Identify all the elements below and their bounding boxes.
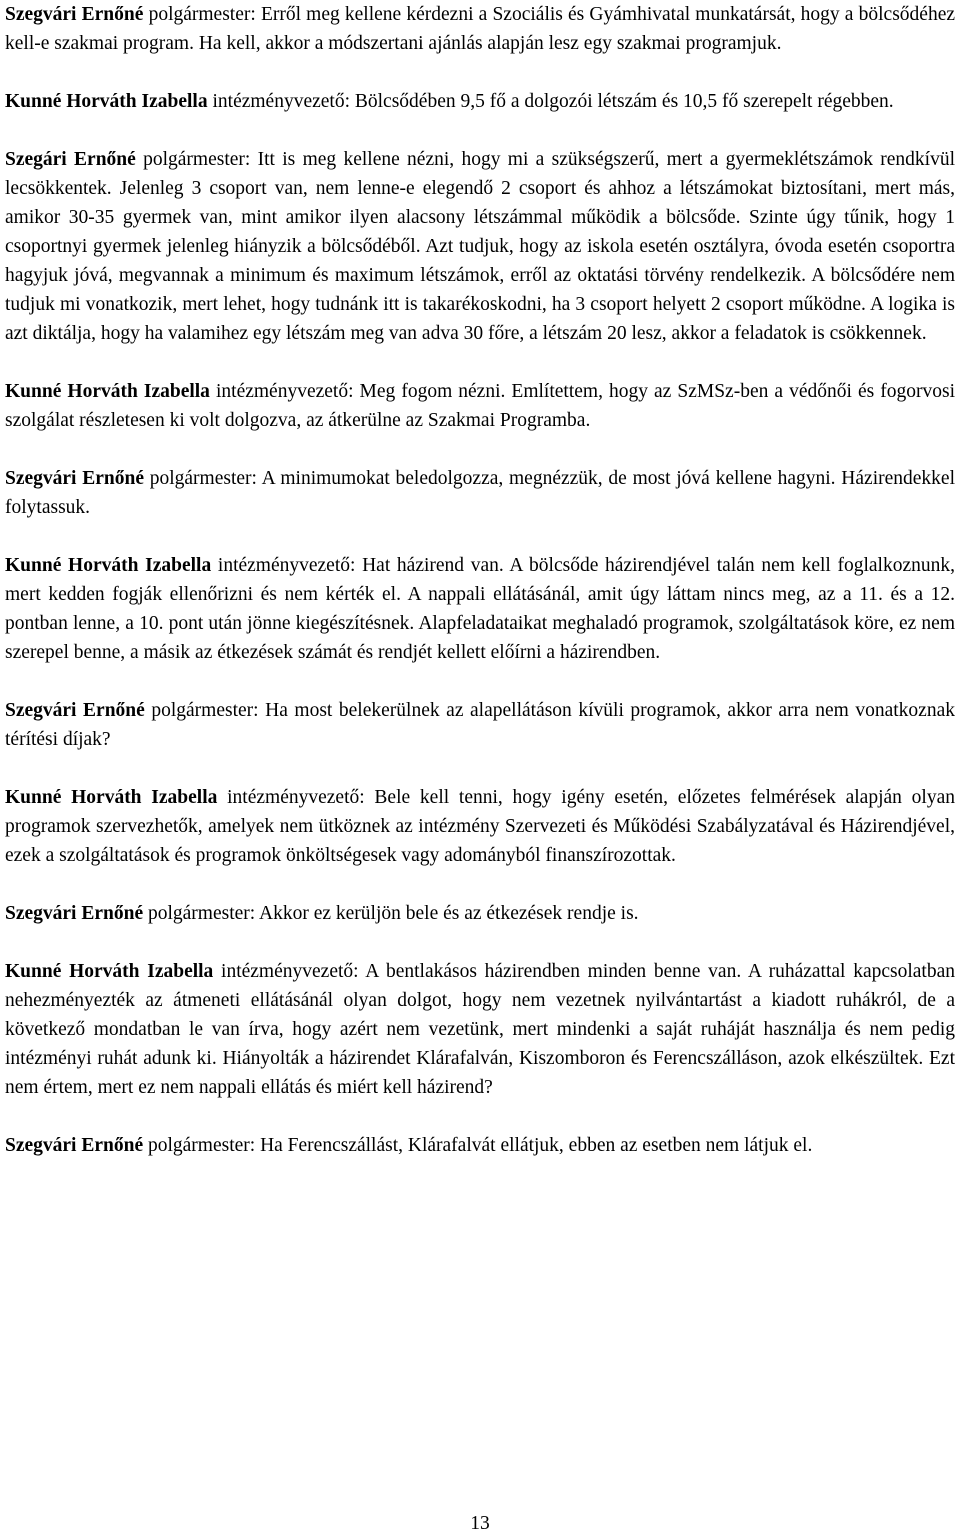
paragraph-1 (5, 0, 955, 58)
paragraph-3 (5, 145, 955, 348)
speech-text: intézményvezető: Meg fogom nézni. Említettem, hogy az SzMSz-ben a védőnői és fogorvosi szolgálat részletesen ki volt dolgozva, az átkerülne az Szakmai Programba. (5, 381, 955, 431)
page-number: 13 (470, 1513, 490, 1534)
paragraph-4 (5, 377, 955, 435)
paragraph-5 (5, 464, 955, 522)
speech-text: polgármester: Ha most belekerülnek az alapellátáson kívüli programok, akkor arra nem vonatkoznak térítési díjak? (5, 700, 955, 750)
speech-text: polgármester: Itt is meg kellene nézni, hogy mi a szükségszerű, mert a gyermeklétszámok rendkívül lecsökkentek. Jelenleg 3 csoport van, nem lenne-e elegendő 2 csoport és ahhoz a létszámokat biztosítani, mert más, amikor 30-35 gyermek van, mint amikor ilyen alacsony létszámmal működik a bölcsőde. Szinte úgy tűnik, hogy 1 csoportnyi gyermek jelenleg hiányzik a bölcsődéből. Azt tudjuk, hogy az iskola esetén osztályra, óvoda esetén csoportra hagyjuk jóvá, megvannak a minimum és maximum létszámok, erről az oktatási törvény rendelkezik. A bölcsődére nem tudjuk mi vonatkozik, mert lehet, hogy tudnánk itt is takarékoskodni, ha 3 csoport helyett 2 csoport működne. A logika is azt diktálja, hogy ha valamihez egy létszám meg van adva 30 főre, a létszám 20 lesz, akkor a feladatok is csökkennek. (5, 149, 956, 344)
speaker-name: Szegári Ernőné (5, 149, 136, 170)
speech-text: intézményvezető: Hat házirend van. A bölcsőde házirendjével talán nem kell foglalkoznunk, mert kedden fogják ellenőrizni és nem kérték el. A nappali ellátásánál, amit úgy láttam nincs meg, az a 11. és a 12. pontban lenne, a 10. pont után jönne kiegészítésnek. Alapfeladataikat meghaladó programok, szolgáltatások köre, ez nem szerepel benne, a másik az étkezések számát és rendjét kellett előírni a házirendben. (5, 555, 955, 663)
speaker-name: Kunné Horváth Izabella (5, 961, 214, 982)
paragraph-2 (5, 87, 955, 116)
speech-text: polgármester: Ha Ferencszállást, Klárafalvát ellátjuk, ebben az esetben nem látjuk el. (143, 1135, 813, 1156)
speech-text: intézményvezető: Bele kell tenni, hogy igény esetén, előzetes felmérések alapján olyan programok szervezhetők, amelyek nem ütköznek az intézmény Szervezeti és Működési Szabályzatával és Házirendjével, ezek a szolgáltatások és programok önköltségesek vagy adományból finanszírozottak. (5, 787, 955, 866)
paragraph-7 (5, 696, 955, 754)
speech-text: polgármester: A minimumokat beledolgozza, megnézzük, de most jóvá kellene hagyni. Házirendekkel folytassuk. (5, 468, 955, 518)
speech-text: polgármester: Erről meg kellene kérdezni a Szociális és Gyámhivatal munkatársát, hogy a bölcsődéhez kell-e szakmai program. Ha kell, akkor a módszertani ajánlás alapján lesz egy szakmai programjuk. (5, 4, 955, 54)
speaker-name: Kunné Horváth Izabella (5, 555, 212, 576)
speaker-name: Szegvári Ernőné (5, 700, 145, 721)
speaker-name: Szegvári Ernőné (5, 903, 144, 924)
speaker-name: Kunné Horváth Izabella (5, 91, 208, 112)
speech-text: intézményvezető: Bölcsődében 9,5 fő a dolgozói létszám és 10,5 fő szerepelt régebben. (207, 91, 894, 112)
paragraph-8 (5, 783, 955, 870)
paragraph-6 (5, 551, 955, 667)
speaker-name: Kunné Horváth Izabella (5, 381, 210, 402)
speech-text: intézményvezető: A bentlakásos házirendben minden benne van. A ruházattal kapcsolatban nehezményezték az átmeneti ellátásánál olyan dolgot, hogy nem vezetnek nyilvántartást a kiadott ruhákról, de a következő mondatban le van írva, hogy azért nem vezetünk, mert mindenki a saját ruháját használja és nem pedig intézményi ruhát adunk ki. Hiányolták a házirendet Klárafalván, Kiszomboron és Ferencszálláson, azok elkészültek. Ezt nem értem, mert ez nem nappali ellátás és miért kell házirend? (5, 961, 955, 1098)
speaker-name: Szegvári Ernőné (5, 468, 144, 489)
paragraph-9 (5, 899, 955, 928)
speaker-name: Kunné Horváth Izabella (5, 787, 218, 808)
speech-text: polgármester: Akkor ez kerüljön bele és az étkezések rendje is. (143, 903, 639, 924)
paragraph-10 (5, 957, 955, 1102)
document-page (5, 0, 955, 1189)
paragraph-11 (5, 1131, 955, 1160)
speaker-name: Szegvári Ernőné (5, 1135, 144, 1156)
speaker-name: Szegvári Ernőné (5, 4, 144, 25)
